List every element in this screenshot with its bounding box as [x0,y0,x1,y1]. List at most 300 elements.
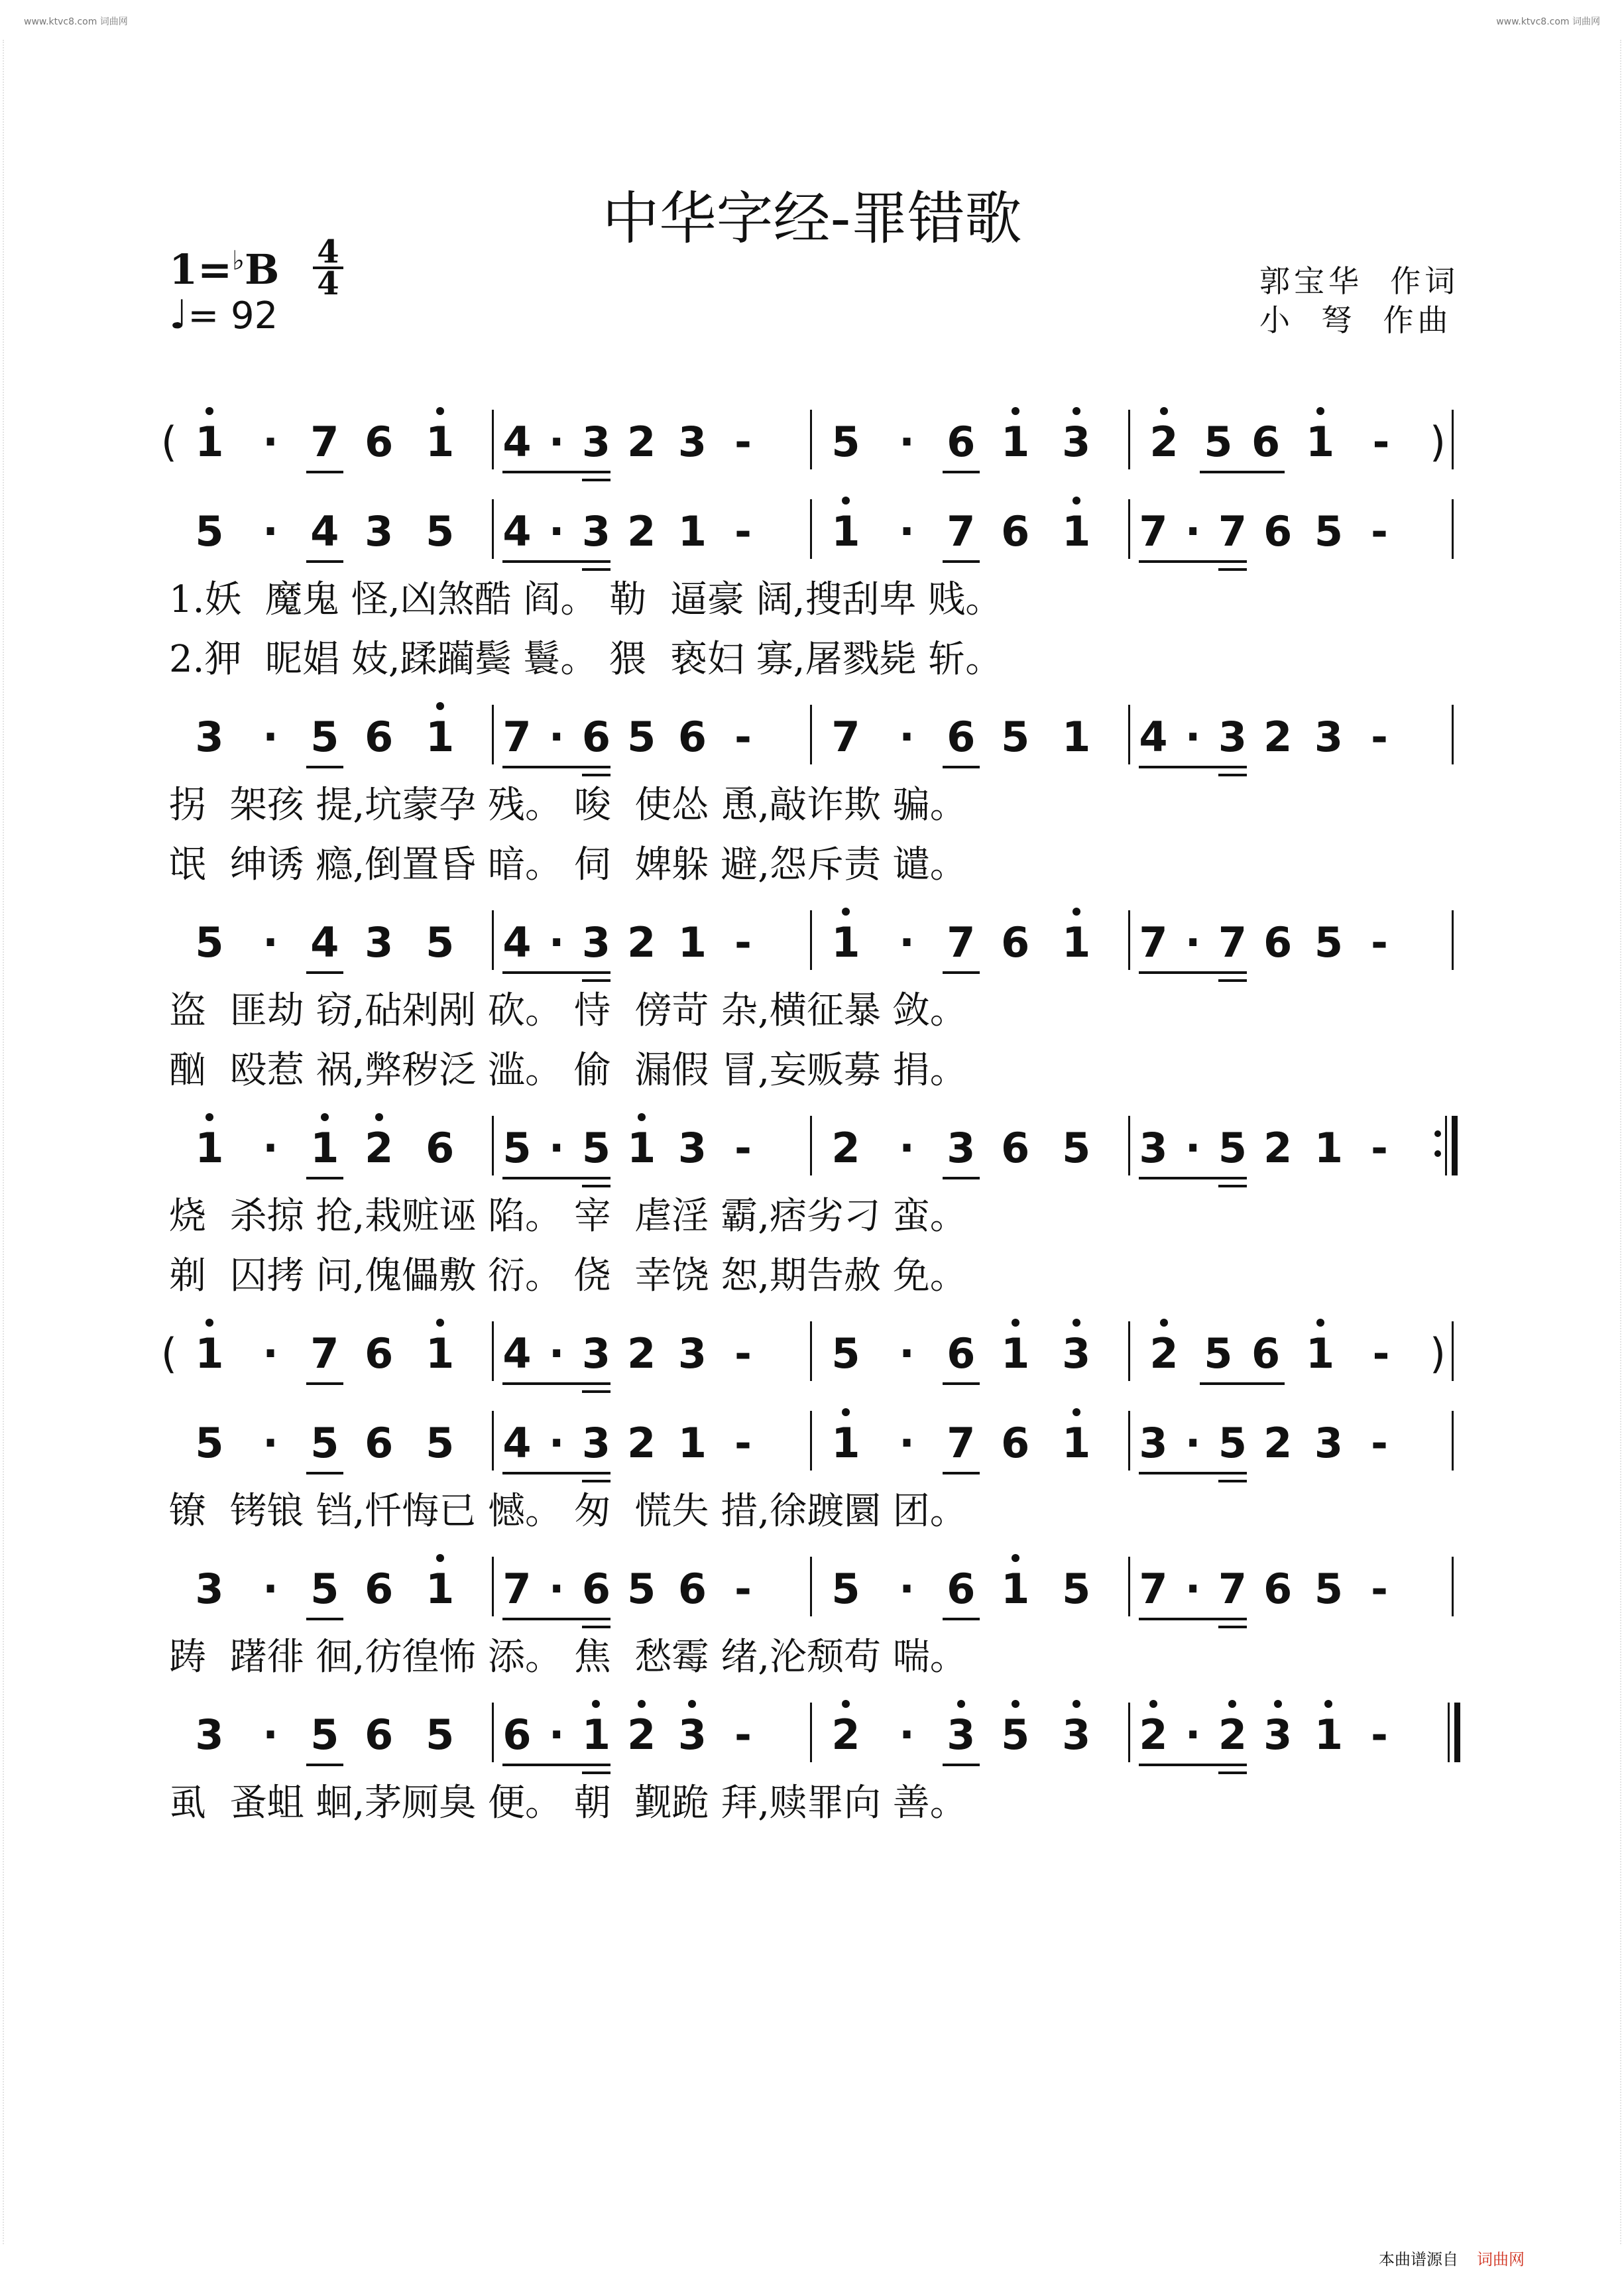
note-glyph: 7 [1218,918,1247,967]
note-token [577,507,616,556]
note-token [1133,1329,1194,1378]
note-glyph: - [1372,1329,1390,1378]
note-token [815,1565,876,1613]
notation-row [0,507,1624,580]
note-glyph: 5 [310,1419,339,1467]
note-glyph: 5 [426,1419,455,1467]
note-token [179,1565,240,1613]
time-signature-numerator: 4 [317,233,339,270]
eighth-beam [943,1177,980,1179]
note-glyph: 1 [677,507,707,556]
lyric-line: 烧 杀掠 抢,栽赃诬 陷。 宰 虐淫 霸,痞劣刁 蛮。 [169,1195,967,1238]
note-token [1252,507,1303,556]
note-token [179,418,240,466]
note-token [1213,918,1253,967]
note-token [179,1711,240,1759]
barline [810,410,812,469]
note-token [985,1565,1046,1613]
note-token [179,507,240,556]
note-glyph: 1 [831,1419,860,1467]
note-glyph: 5 [1314,1565,1343,1613]
tempo-value: = 92 [188,294,278,337]
note-glyph: 6 [502,1711,532,1759]
dot-token [876,418,937,466]
barline [1128,1411,1130,1471]
note-token [497,1711,537,1759]
note-glyph: · [899,1711,915,1759]
eighth-beam [306,471,343,473]
note-glyph: 2 [1263,1124,1293,1172]
octave-high-dot [638,1113,646,1121]
note-glyph: 6 [1263,507,1293,556]
note-glyph: 5 [502,1124,532,1172]
note-glyph: - [1371,918,1388,967]
sixteenth-beam [1218,568,1247,571]
note-token [616,507,667,556]
note-token [1242,1329,1290,1378]
dash-token [1354,1419,1405,1467]
note-glyph: 5 [1204,418,1233,466]
note-glyph: 1 [1001,418,1029,466]
eighth-beam [943,471,980,473]
note-token [815,1124,876,1172]
notation-row [0,418,1624,491]
lyric-line: 踌 躇徘 徊,彷徨怖 添。 焦 愁霉 绪,沦颓苟 喘。 [169,1636,967,1679]
octave-high-dot [1012,1554,1019,1562]
note-token [497,918,537,967]
note-glyph: - [1371,713,1388,761]
note-token [301,713,349,761]
note-token [301,1124,349,1172]
octave-high-dot [1073,1408,1080,1416]
barline [1452,1321,1454,1381]
note-glyph: - [734,1565,752,1613]
dot-token [876,1565,937,1613]
note-token [667,1419,718,1467]
note-glyph: 7 [1218,507,1247,556]
sixteenth-beam [1218,979,1247,982]
note-token [410,507,471,556]
note-glyph: 4 [502,1329,532,1378]
octave-high-dot [1160,407,1168,415]
note-glyph: 3 [195,713,224,761]
dash-token [1354,1711,1405,1759]
watermark-top-left: www.ktvc8.com 词曲网 [24,17,128,27]
eighth-beam [502,1618,610,1620]
note-token [1194,1329,1242,1378]
octave-high-dot [842,497,850,505]
note-glyph: - [1371,1124,1388,1172]
note-glyph: 1 [1314,1124,1343,1172]
note-glyph: 5 [581,1124,611,1172]
eighth-beam [1139,1177,1247,1179]
note-glyph: 1 [426,713,454,761]
note-glyph: 1 [627,1124,656,1172]
note-token [985,918,1046,967]
note-token [1213,507,1253,556]
note-token [497,1419,537,1467]
note-glyph: 5 [426,507,455,556]
open-paren: ( [160,1329,178,1378]
eighth-beam [1139,1618,1247,1620]
dot-token [876,1329,937,1378]
note-glyph: 6 [365,418,394,466]
note-token [179,1419,240,1467]
barline [810,499,812,559]
barline [1452,705,1454,764]
barline [1128,910,1130,970]
note-glyph: 5 [831,1329,860,1378]
dot-token [240,418,301,466]
barline [492,1411,494,1471]
note-glyph: 3 [581,418,611,466]
barline [810,1411,812,1471]
notation-row [0,1711,1624,1783]
note-token [1252,1124,1303,1172]
note-token [301,1565,349,1613]
notation-row [0,1124,1624,1197]
note-glyph: 1 [1062,507,1090,556]
note-token [1213,1565,1253,1613]
note-glyph: · [1185,1711,1201,1759]
note-glyph: 5 [1062,1124,1091,1172]
note-token [577,1124,616,1172]
note-token [815,1711,876,1759]
note-token [349,1124,410,1172]
note-glyph: 3 [1314,1419,1343,1467]
note-glyph: 5 [1314,918,1343,967]
note-glyph: · [548,713,565,761]
note-glyph: 5 [310,1565,339,1613]
note-token [1242,418,1290,466]
note-token [937,918,985,967]
note-glyph: 7 [502,713,532,761]
note-token [1046,918,1107,967]
final-thin-line [1448,1703,1450,1762]
note-glyph: · [262,418,278,466]
note-glyph: 1 [426,1329,454,1378]
note-token [1194,418,1242,466]
note-token [410,1419,471,1467]
note-token [1046,713,1107,761]
time-signature [312,233,345,302]
note-token [1303,713,1354,761]
repeat-dot [1434,1130,1441,1137]
note-glyph: 5 [831,418,860,466]
dot-token [1173,713,1213,761]
note-glyph: 3 [365,918,394,967]
note-token [937,1419,985,1467]
note-glyph: 6 [1001,918,1030,967]
note-token [410,418,471,466]
note-token [985,418,1046,466]
barline [1128,410,1130,469]
final-thick-line [1454,1703,1460,1762]
dot-token [240,1124,301,1172]
note-glyph: · [899,418,915,466]
note-glyph: 2 [1218,1711,1247,1759]
barline [1452,910,1454,970]
note-glyph: - [734,1329,752,1378]
note-glyph: - [1371,1419,1388,1467]
note-glyph: 1 [831,918,860,967]
lyric-line: 剃 囚拷 问,傀儡敷 衍。 侥 幸饶 恕,期告赦 免。 [169,1254,967,1297]
note-glyph: · [1185,1124,1201,1172]
note-glyph: 6 [947,418,976,466]
octave-high-dot [375,1113,383,1121]
eighth-beam [1200,1382,1285,1385]
note-glyph: - [734,1711,752,1759]
note-token [616,713,667,761]
octave-high-dot [1160,1319,1168,1327]
dot-token [537,918,577,967]
note-glyph: 3 [581,918,611,967]
note-token [577,1329,616,1378]
note-glyph: 3 [1062,1329,1090,1378]
barline [492,1116,494,1175]
barline [1128,1116,1130,1175]
sixteenth-beam [1218,774,1247,776]
note-token [301,1329,349,1378]
note-token [815,713,876,761]
note-glyph: · [899,1329,915,1378]
note-token [937,1711,985,1759]
note-token [349,1565,410,1613]
note-glyph: 1 [582,1711,610,1759]
eighth-beam [1139,971,1247,974]
note-glyph: · [262,1711,278,1759]
dash-token [718,507,769,556]
note-glyph: 2 [365,1124,393,1172]
note-token [1303,918,1354,967]
note-token [667,507,718,556]
note-glyph: 4 [502,1419,532,1467]
note-token [349,507,410,556]
note-token [1252,918,1303,967]
dot-token [240,918,301,967]
note-token [616,1329,667,1378]
note-glyph: 3 [1139,1419,1168,1467]
note-glyph: · [1185,1419,1201,1467]
eighth-beam [1139,1472,1247,1474]
note-glyph: 6 [1001,1419,1030,1467]
note-token [349,1711,410,1759]
footer-source: 本曲谱源自 [1379,2250,1458,2269]
note-glyph: - [1371,1711,1388,1759]
note-glyph: 1 [195,418,223,466]
note-glyph: · [548,918,565,967]
note-glyph: · [1185,918,1201,967]
note-glyph: · [262,1329,278,1378]
eighth-beam [502,560,610,563]
note-token [497,507,537,556]
dot-token [1173,1711,1213,1759]
eighth-beam [306,1382,343,1385]
note-glyph: 2 [1149,418,1178,466]
note-token [985,1419,1046,1467]
note-glyph: 6 [1001,507,1030,556]
lyric-line: 2.狎 昵娼 妓,蹂躏鬓 鬟。 猥 亵妇 寡,屠戮毙 斩。 [169,638,1003,681]
note-glyph: 2 [831,1124,860,1172]
dash-token [1351,1329,1412,1378]
note-glyph: 3 [1062,418,1090,466]
dot-token [1173,918,1213,967]
sixteenth-beam [1218,1480,1247,1482]
song-title: 中华字经-罪错歌 [602,186,1022,252]
note-glyph: 5 [195,918,224,967]
note-glyph: 6 [365,1419,394,1467]
notation-row [0,1565,1624,1638]
dot-token [537,1124,577,1172]
note-token [349,713,410,761]
dot-token [537,1329,577,1378]
note-token [179,918,240,967]
octave-high-dot [1073,407,1080,415]
note-glyph: · [548,1711,565,1759]
note-glyph: - [734,507,752,556]
note-token [301,507,349,556]
dash-token [1354,1124,1405,1172]
lyric-line: 镣 铐锒 铛,忏悔已 憾。 匆 慌失 措,徐踱圜 团。 [169,1490,967,1533]
note-glyph: 3 [1314,713,1343,761]
note-token [1290,418,1351,466]
dot-token [876,918,937,967]
note-token [1046,1419,1107,1467]
note-token [937,507,985,556]
dash-token [718,918,769,967]
sixteenth-beam [582,1390,611,1393]
note-glyph: · [548,1419,565,1467]
note-glyph: 7 [1139,507,1168,556]
note-glyph: 6 [947,1565,976,1613]
note-glyph: 2 [1263,713,1293,761]
barline [810,1116,812,1175]
note-glyph: · [1185,713,1201,761]
eighth-beam [943,1618,980,1620]
quarter-note-icon: ♩ [169,292,188,338]
note-token [1303,1711,1354,1759]
note-glyph: 7 [1218,1565,1247,1613]
note-glyph: 6 [365,1329,394,1378]
note-glyph: 2 [627,1711,656,1759]
note-glyph: 5 [1062,1565,1091,1613]
note-glyph: · [899,918,915,967]
note-token [815,1419,876,1467]
note-glyph: 2 [627,918,656,967]
note-glyph: 2 [627,418,656,466]
dot-token [876,1124,937,1172]
note-token [577,418,616,466]
barline [1128,499,1130,559]
eighth-beam [1200,471,1285,473]
note-token [616,1419,667,1467]
note-token [1133,507,1173,556]
eighth-beam [502,1764,610,1766]
note-glyph: 7 [310,418,339,466]
note-glyph: 5 [1001,1711,1029,1759]
note-glyph: 5 [1314,507,1343,556]
note-token [1213,1419,1253,1467]
eighth-beam [502,1177,610,1179]
note-glyph: 2 [627,507,656,556]
barline [810,1703,812,1762]
note-glyph: 3 [1139,1124,1168,1172]
dash-token [1354,1565,1405,1613]
note-glyph: 2 [1149,1329,1178,1378]
note-token [1046,1329,1107,1378]
note-glyph: 3 [581,507,611,556]
note-token [937,418,985,466]
repeat-thick-line [1452,1116,1458,1175]
note-glyph: 5 [426,1711,455,1759]
note-token [937,1565,985,1613]
note-glyph: 6 [1263,918,1293,967]
note-glyph: · [548,1124,565,1172]
barline [810,1557,812,1616]
eighth-beam [306,1764,343,1766]
note-token [410,713,471,761]
note-token [1046,1124,1107,1172]
barline [810,910,812,970]
note-glyph: 6 [581,1565,611,1613]
note-token [667,418,718,466]
note-glyph: - [734,1124,752,1172]
notation-row [0,713,1624,786]
note-token [985,1124,1046,1172]
eighth-beam [943,971,980,974]
footer-site-link[interactable]: 词曲网 [1477,2250,1525,2269]
note-token [1133,1124,1173,1172]
note-token [301,1419,349,1467]
watermark-top-right: www.ktvc8.com 词曲网 [1496,17,1600,27]
note-token [1213,1711,1253,1759]
note-glyph: - [1372,418,1390,466]
note-glyph: 6 [426,1124,455,1172]
octave-high-dot [688,1700,696,1708]
dot-token [1173,1124,1213,1172]
note-glyph: · [1185,1565,1201,1613]
note-token [937,1329,985,1378]
lyric-line: 1.妖 魔鬼 怪,凶煞酷 阎。 勒 逼豪 阔,搜刮卑 贱。 [169,578,1003,621]
note-glyph: · [899,1124,915,1172]
note-token [1213,713,1253,761]
note-glyph: 3 [1062,1711,1090,1759]
note-token [667,918,718,967]
note-token [1303,1419,1354,1467]
note-glyph: 6 [365,713,394,761]
note-token [985,713,1046,761]
dot-token [1173,507,1213,556]
note-token [410,918,471,967]
composer-credit: 小 弩 作曲 [1259,302,1452,338]
note-glyph: 5 [310,713,339,761]
octave-high-dot [1228,1700,1236,1708]
barline [492,1321,494,1381]
note-glyph: 6 [677,1565,707,1613]
note-glyph: · [899,507,915,556]
barline [1452,1557,1454,1616]
note-token [1133,1565,1173,1613]
note-token [497,1124,537,1172]
note-glyph: 7 [1139,918,1168,967]
note-token [1046,507,1107,556]
note-token [1252,1419,1303,1467]
note-glyph: - [1371,1565,1388,1613]
barline [1128,1321,1130,1381]
note-token [1303,1565,1354,1613]
octave-high-dot [842,1700,850,1708]
dash-token [718,418,769,466]
